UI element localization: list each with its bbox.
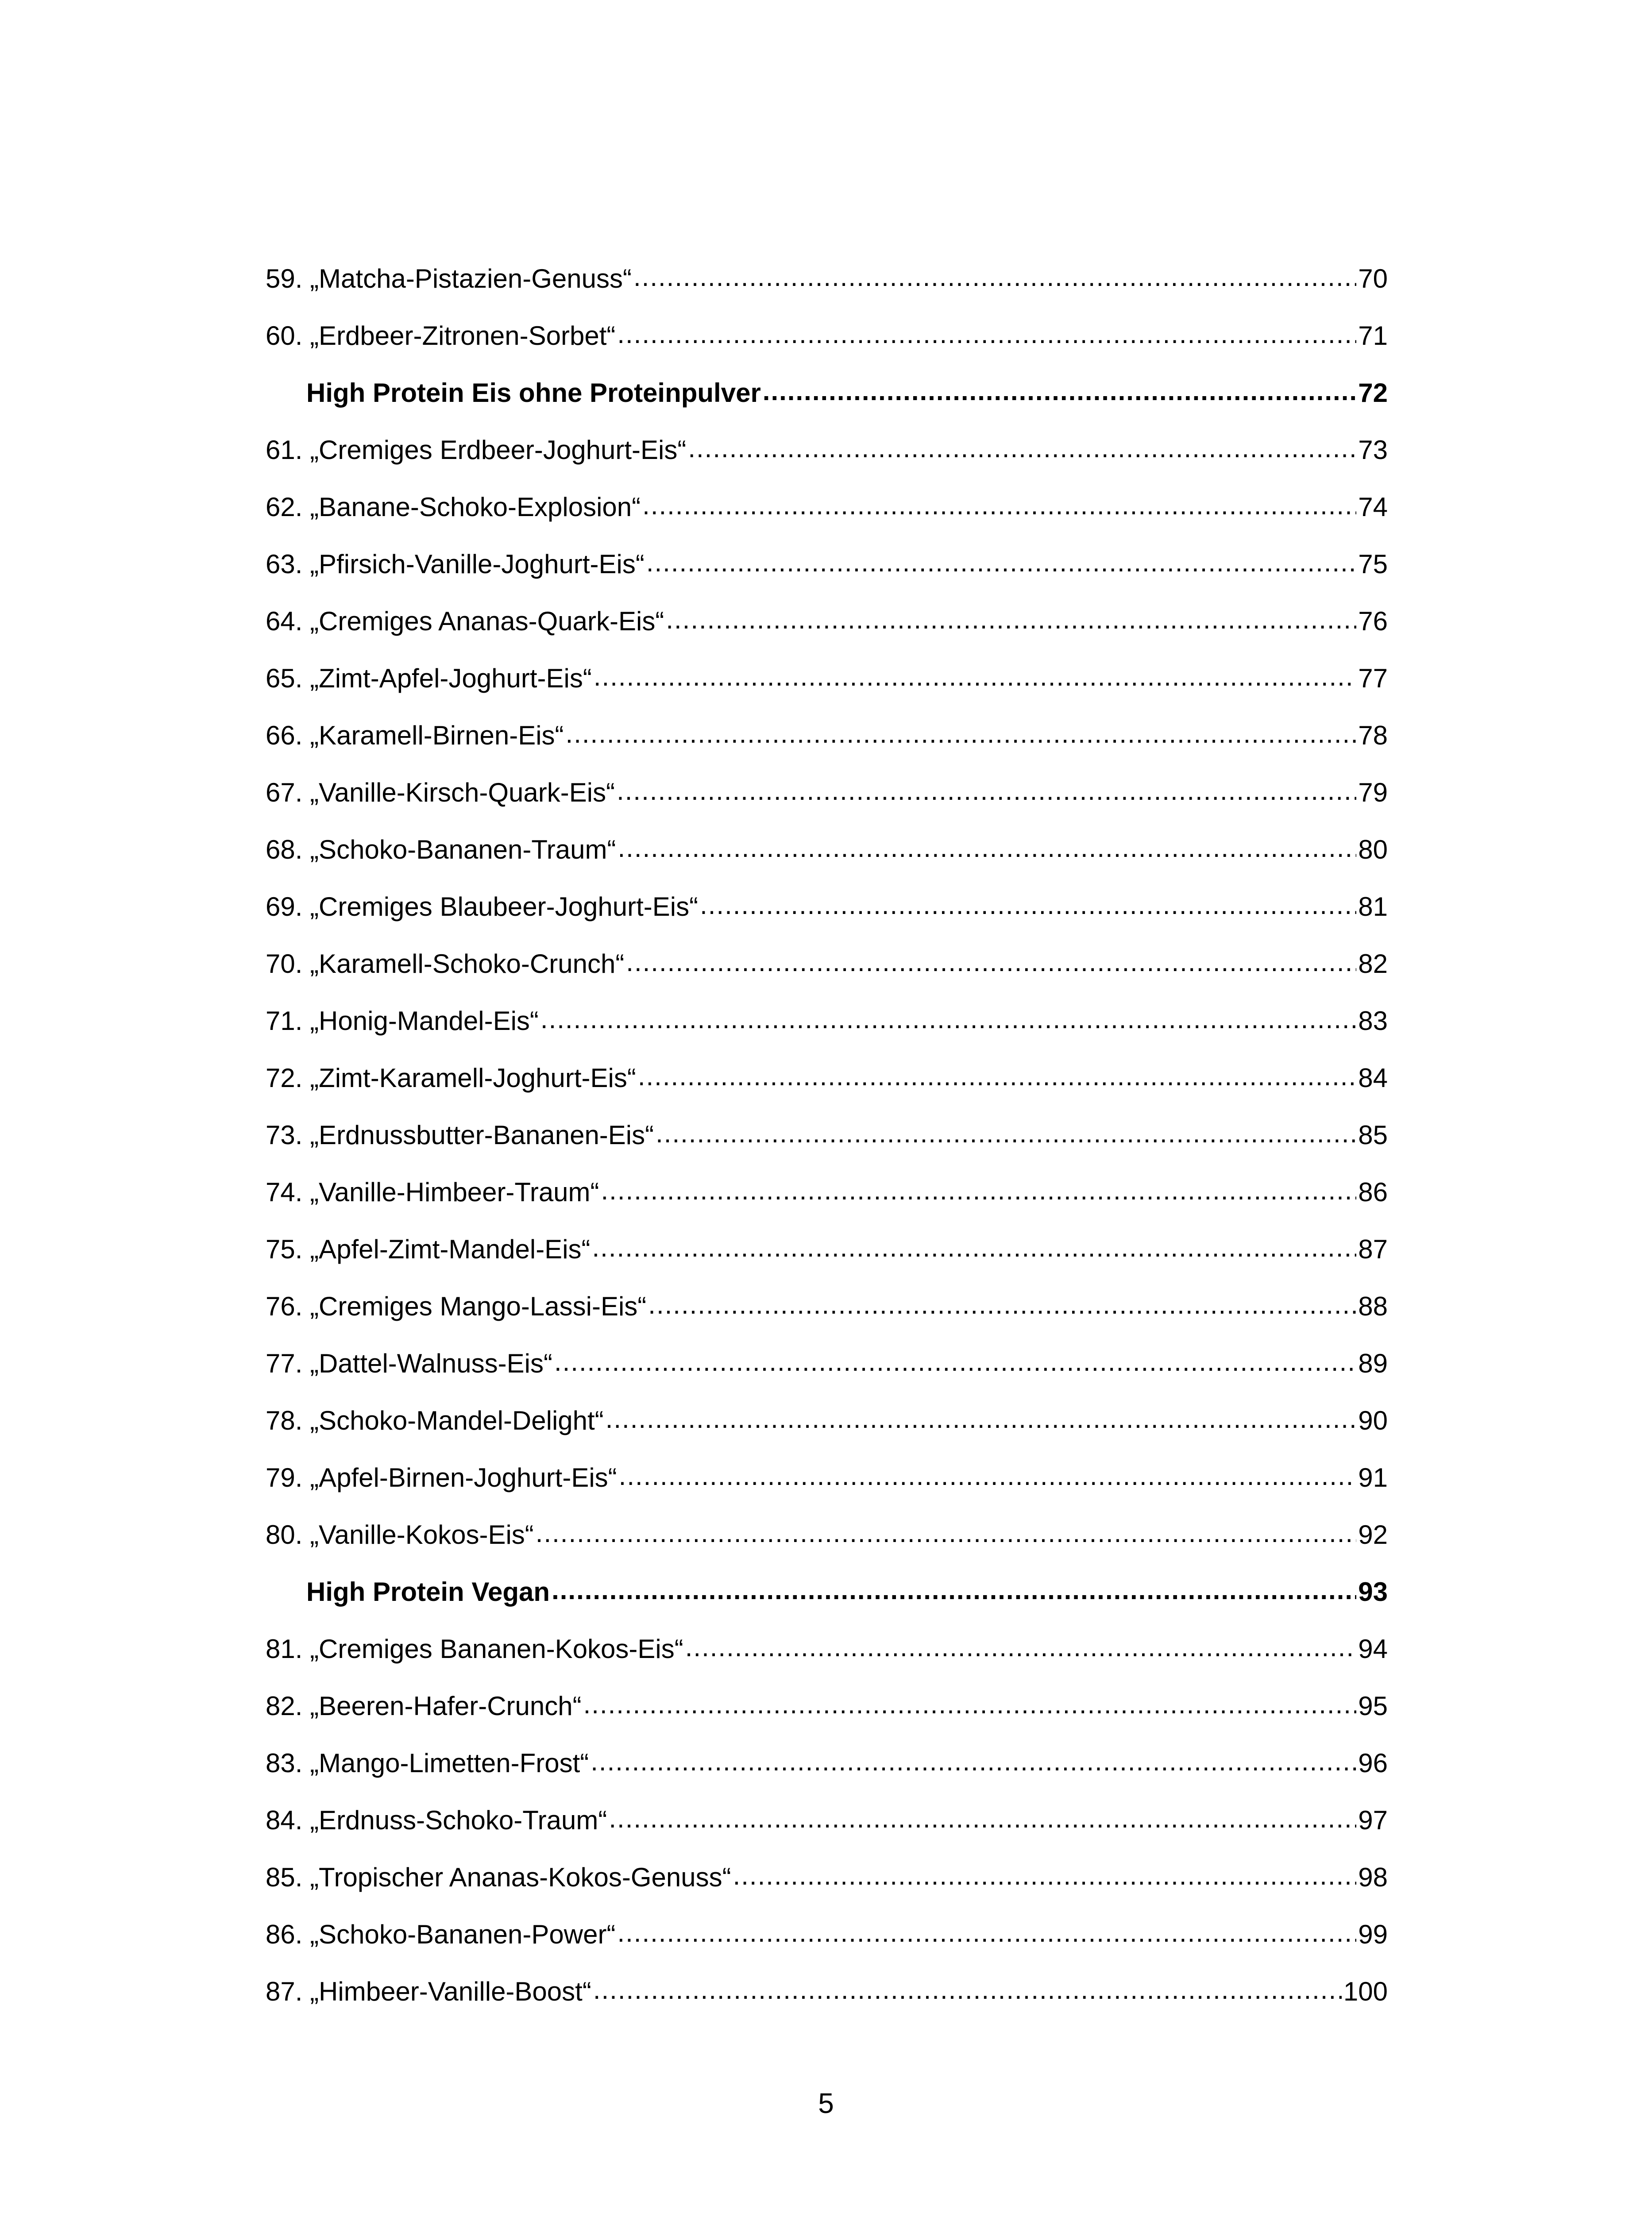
toc-entry-title: 66. „Karamell-Birnen-Eis“ — [266, 721, 564, 750]
toc-entry-title: 62. „Banane-Schoko-Explosion“ — [266, 492, 641, 522]
toc-entry[interactable] — [266, 1917, 1388, 1974]
toc-dot-leader — [618, 830, 1356, 866]
toc-dot-leader — [593, 1972, 1342, 2008]
toc-dot-leader — [685, 1630, 1357, 1665]
toc-dot-leader — [617, 1915, 1356, 1951]
toc-dot-leader — [648, 1287, 1356, 1322]
toc-entry[interactable] — [266, 889, 1388, 946]
toc-entry-title: 70. „Karamell-Schoko-Crunch“ — [266, 949, 625, 979]
toc-entry[interactable] — [266, 1232, 1388, 1289]
toc-entry-page: 77 — [1358, 663, 1388, 693]
toc-entry[interactable] — [266, 1860, 1388, 1917]
toc-entry[interactable] — [266, 1003, 1388, 1060]
toc-entry-page: 80 — [1358, 835, 1388, 864]
toc-dot-leader — [733, 1858, 1357, 1893]
toc-entry-page: 82 — [1358, 949, 1388, 979]
toc-entry[interactable] — [266, 547, 1388, 604]
toc-entry-page: 74 — [1358, 492, 1388, 522]
toc-dot-leader — [763, 374, 1356, 409]
toc-entry-page: 94 — [1358, 1634, 1388, 1664]
toc-entry-page: 97 — [1358, 1805, 1388, 1835]
toc-entry-page: 96 — [1358, 1748, 1388, 1778]
toc-entry[interactable] — [266, 432, 1388, 490]
toc-dot-leader — [617, 773, 1356, 809]
toc-entry[interactable] — [266, 490, 1388, 547]
toc-entry[interactable] — [266, 1689, 1388, 1746]
toc-dot-leader — [666, 602, 1356, 637]
toc-entry-page: 95 — [1358, 1691, 1388, 1721]
toc-entry-title: 83. „Mango-Limetten-Frost“ — [266, 1748, 589, 1778]
toc-entry-title: 74. „Vanille-Himbeer-Traum“ — [266, 1177, 599, 1207]
toc-entry-page: 76 — [1358, 606, 1388, 636]
toc-entry-title: 73. „Erdnussbutter-Bananen-Eis“ — [266, 1120, 654, 1150]
toc-entry-title: 78. „Schoko-Mandel-Delight“ — [266, 1406, 604, 1435]
toc-entry-title: 69. „Cremiges Blaubeer-Joghurt-Eis“ — [266, 892, 699, 921]
toc-dot-leader — [646, 545, 1356, 580]
toc-entry-title: 82. „Beeren-Hafer-Crunch“ — [266, 1691, 582, 1721]
toc-entry-page: 79 — [1358, 778, 1388, 807]
toc-entry-title: 61. „Cremiges Erdbeer-Joghurt-Eis“ — [266, 435, 687, 465]
toc-dot-leader — [540, 1002, 1356, 1037]
toc-dot-leader — [638, 1059, 1356, 1094]
toc-entry-title: 80. „Vanille-Kokos-Eis“ — [266, 1520, 534, 1550]
toc-entry-title: 85. „Tropischer Ananas-Kokos-Genuss“ — [266, 1862, 731, 1892]
toc-entry-title: High Protein Eis ohne Proteinpulver — [306, 378, 761, 408]
table-of-contents — [266, 261, 1388, 2031]
toc-entry-title: 84. „Erdnuss-Schoko-Traum“ — [266, 1805, 607, 1835]
toc-entry-page: 83 — [1358, 1006, 1388, 1036]
toc-entry-page: 98 — [1358, 1862, 1388, 1892]
toc-dot-leader — [566, 716, 1357, 752]
toc-entry-title: 87. „Himbeer-Vanille-Boost“ — [266, 1977, 591, 2006]
toc-entry[interactable] — [266, 1175, 1388, 1232]
toc-section-heading[interactable] — [266, 375, 1388, 432]
toc-dot-leader — [591, 1744, 1356, 1779]
toc-entry-page: 86 — [1358, 1177, 1388, 1207]
toc-entry-title: 81. „Cremiges Bananen-Kokos-Eis“ — [266, 1634, 683, 1664]
toc-entry-title: 60. „Erdbeer-Zitronen-Sorbet“ — [266, 321, 616, 351]
toc-entry-title: 77. „Dattel-Walnuss-Eis“ — [266, 1349, 552, 1378]
toc-entry-page: 93 — [1358, 1577, 1388, 1607]
toc-dot-leader — [554, 1344, 1356, 1380]
toc-entry-title: 79. „Apfel-Birnen-Joghurt-Eis“ — [266, 1463, 617, 1492]
toc-dot-leader — [601, 1173, 1357, 1208]
toc-entry-page: 73 — [1358, 435, 1388, 465]
toc-entry[interactable] — [266, 718, 1388, 775]
toc-dot-leader — [552, 1573, 1356, 1608]
toc-entry[interactable] — [266, 946, 1388, 1003]
toc-entry-page: 91 — [1358, 1463, 1388, 1492]
toc-entry-title: 65. „Zimt-Apfel-Joghurt-Eis“ — [266, 663, 592, 693]
toc-entry-title: 86. „Schoko-Bananen-Power“ — [266, 1920, 616, 1949]
toc-dot-leader — [688, 431, 1356, 466]
toc-dot-leader — [656, 1116, 1356, 1151]
toc-entry-page: 75 — [1358, 549, 1388, 579]
toc-entry[interactable] — [266, 1746, 1388, 1803]
toc-dot-leader — [594, 659, 1356, 694]
toc-dot-leader — [583, 1687, 1357, 1722]
toc-entry-page: 72 — [1358, 378, 1388, 408]
toc-entry[interactable] — [266, 661, 1388, 718]
toc-dot-leader — [642, 488, 1356, 523]
toc-dot-leader — [536, 1515, 1356, 1551]
toc-entry[interactable] — [266, 604, 1388, 661]
toc-entry-page: 71 — [1358, 321, 1388, 351]
toc-entry[interactable] — [266, 1060, 1388, 1118]
toc-entry[interactable] — [266, 1403, 1388, 1460]
toc-dot-leader — [592, 1230, 1357, 1265]
toc-entry[interactable] — [266, 1517, 1388, 1574]
toc-entry-page: 84 — [1358, 1063, 1388, 1093]
toc-entry[interactable] — [266, 1118, 1388, 1175]
toc-entry[interactable] — [266, 832, 1388, 889]
page-number: 5 — [818, 2087, 834, 2119]
toc-entry[interactable] — [266, 1346, 1388, 1403]
toc-entry-title: 71. „Honig-Mandel-Eis“ — [266, 1006, 539, 1036]
toc-entry-page: 90 — [1358, 1406, 1388, 1435]
toc-dot-leader — [626, 945, 1356, 980]
toc-entry-title: 72. „Zimt-Karamell-Joghurt-Eis“ — [266, 1063, 636, 1093]
toc-dot-leader — [700, 887, 1356, 923]
toc-entry-page: 70 — [1358, 264, 1388, 293]
toc-section-heading[interactable] — [266, 1574, 1388, 1631]
toc-dot-leader — [633, 259, 1356, 295]
toc-dot-leader — [619, 1458, 1357, 1494]
toc-entry-title: 75. „Apfel-Zimt-Mandel-Eis“ — [266, 1234, 591, 1264]
toc-entry[interactable] — [266, 1974, 1388, 2031]
toc-dot-leader — [617, 316, 1356, 352]
toc-entry-title: 63. „Pfirsich-Vanille-Joghurt-Eis“ — [266, 549, 645, 579]
toc-entry-page: 81 — [1358, 892, 1388, 921]
toc-entry[interactable] — [266, 775, 1388, 832]
toc-entry-title: 67. „Vanille-Kirsch-Quark-Eis“ — [266, 778, 615, 807]
toc-entry-title: High Protein Vegan — [306, 1577, 550, 1607]
toc-entry-title: 68. „Schoko-Bananen-Traum“ — [266, 835, 616, 864]
toc-entry-title: 76. „Cremiges Mango-Lassi-Eis“ — [266, 1292, 647, 1321]
toc-entry-page: 99 — [1358, 1920, 1388, 1949]
toc-entry-page: 92 — [1358, 1520, 1388, 1550]
toc-dot-leader — [606, 1401, 1357, 1437]
toc-entry[interactable] — [266, 261, 1388, 318]
toc-entry-title: 64. „Cremiges Ananas-Quark-Eis“ — [266, 606, 664, 636]
toc-entry-page: 88 — [1358, 1292, 1388, 1321]
toc-entry-page: 100 — [1343, 1977, 1388, 2006]
toc-entry-page: 78 — [1358, 721, 1388, 750]
toc-entry-page: 87 — [1358, 1234, 1388, 1264]
toc-entry[interactable] — [266, 1803, 1388, 1860]
toc-entry[interactable] — [266, 1289, 1388, 1346]
toc-entry-page: 89 — [1358, 1349, 1388, 1378]
toc-dot-leader — [609, 1801, 1356, 1836]
toc-entry[interactable] — [266, 1460, 1388, 1517]
toc-entry-page: 85 — [1358, 1120, 1388, 1150]
toc-entry-title: 59. „Matcha-Pistazien-Genuss“ — [266, 264, 632, 293]
toc-entry[interactable] — [266, 1631, 1388, 1689]
toc-entry[interactable] — [266, 318, 1388, 375]
